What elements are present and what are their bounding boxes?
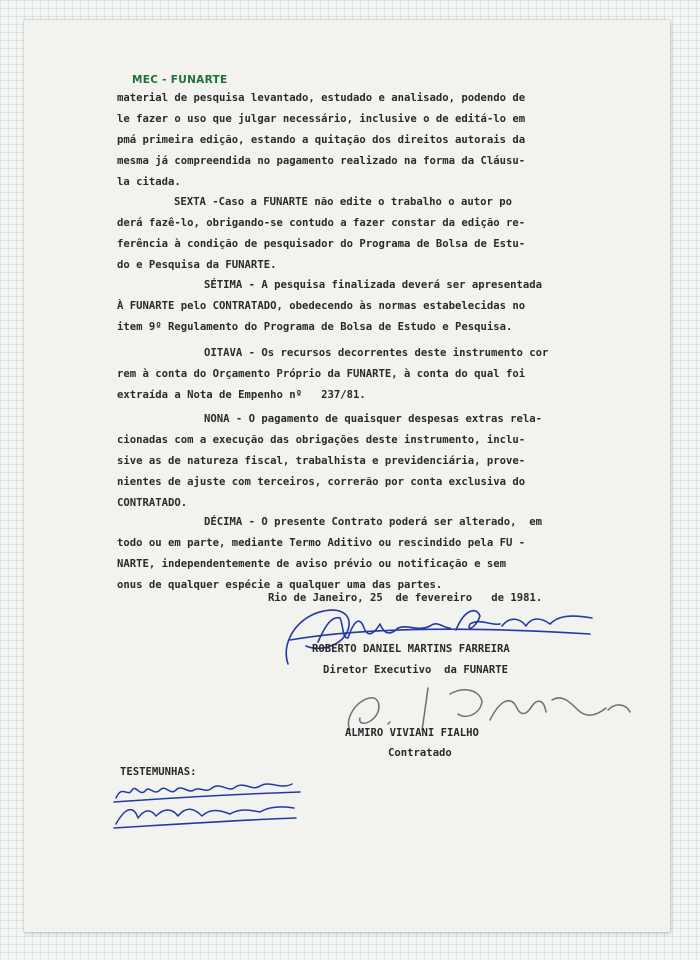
body-line: todo ou em parte, mediante Termo Aditivo ou rescindido pela FU - — [117, 537, 526, 549]
director-name: ROBERTO DANIEL MARTINS FARREIRA — [312, 643, 510, 655]
body-line: À FUNARTE pelo CONTRATADO, obedecendo às normas estabelecidas no — [117, 300, 526, 312]
body-line: mesma já compreendida no pagamento realizado na forma da Cláusu- — [117, 155, 526, 167]
body-line: nientes de ajuste com terceiros, correrão por conta exclusiva do — [117, 476, 526, 488]
body-line: material de pesquisa levantado, estudado e analisado, podendo de — [117, 92, 526, 104]
body-line: onus de qualquer espécie a qualquer uma das partes. — [117, 579, 443, 591]
clause-sexta-line: SEXTA -Caso a FUNARTE não edite o trabalho o autor po — [174, 196, 513, 208]
body-line: ferência à condição de pesquisador do Programa de Bolsa de Estu- — [117, 238, 526, 250]
clause-nona-line: NONA - O pagamento de quaisquer despesas extras rela- — [204, 413, 543, 425]
clause-oitava-line: OITAVA - Os recursos decorrentes deste instrumento cor — [204, 347, 549, 359]
body-line: la citada. — [117, 176, 181, 188]
body-line: do e Pesquisa da FUNARTE. — [117, 259, 277, 271]
body-line: NARTE, independentemente de aviso prévio ou notificação e sem — [117, 558, 507, 570]
body-line: cionadas com a execução das obrigações deste instrumento, inclu- — [117, 434, 526, 446]
clause-decima-line: DÉCIMA - O presente Contrato poderá ser alterado, em — [204, 516, 543, 528]
witness-signatures — [110, 776, 310, 832]
body-line: derá fazê-lo, obrigando-se contudo a fazer constar da edição re- — [117, 217, 526, 229]
contracted-name: ALMIRO VIVIANI FIALHO — [345, 727, 479, 739]
director-title: Diretor Executivo da FUNARTE — [323, 664, 508, 676]
body-line: pmá primeira edição, estando a quitação dos direitos autorais da — [117, 134, 526, 146]
contracted-title: Contratado — [388, 747, 452, 759]
witnesses-label: TESTEMUNHAS: — [120, 766, 197, 778]
letterhead: MEC - FUNARTE — [132, 74, 228, 86]
body-line: sive as de natureza fiscal, trabalhista e previdenciária, prove- — [117, 455, 526, 467]
body-line: extraída a Nota de Empenho nº 237/81. — [117, 389, 366, 401]
body-line: item 9º Regulamento do Programa de Bolsa de Estudo e Pesquisa. — [117, 321, 513, 333]
body-line: rem à conta do Orçamento Próprio da FUNARTE, à conta do qual foi — [117, 368, 526, 380]
body-line: le fazer o uso que julgar necessário, inclusive o de editá-lo em — [117, 113, 526, 125]
signature-director — [270, 598, 610, 673]
clause-setima-line: SÉTIMA - A pesquisa finalizada deverá ser apresentada — [204, 279, 543, 291]
body-line: CONTRATADO. — [117, 497, 188, 509]
place-and-date: Rio de Janeiro, 25 de fevereiro de 1981. — [268, 592, 543, 604]
